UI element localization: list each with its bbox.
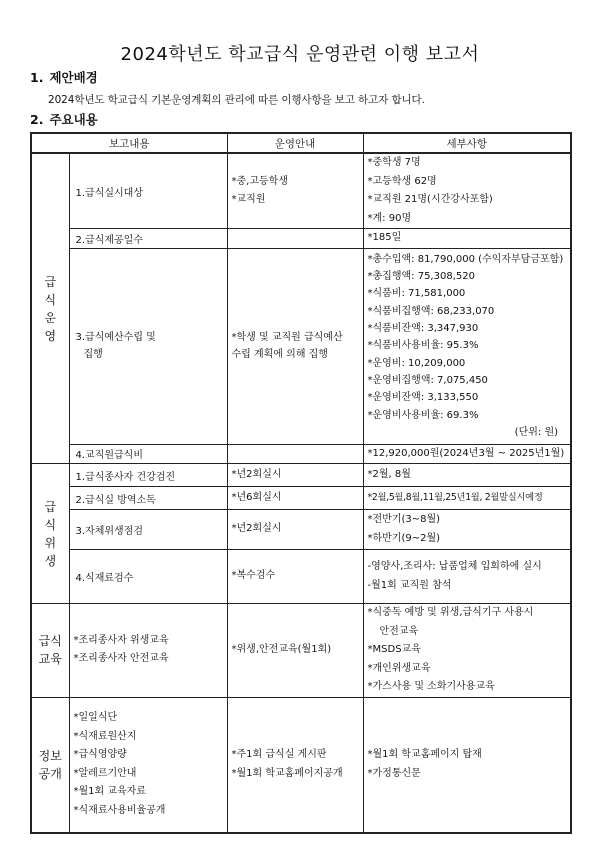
table-row (31, 229, 571, 249)
row-details: *월1회 학교홈페이지 탑재 *가정통신문 (363, 697, 571, 833)
row-guide: *년2회실시 (227, 510, 363, 550)
table-row (31, 604, 571, 698)
row-guide (227, 229, 363, 249)
header-details: 세부사항 (363, 133, 571, 153)
row-details: *2월, 8월 (363, 464, 571, 487)
page-title: 2024학년도 학교급식 운영관련 이행 보고서 (120, 44, 480, 65)
row-guide: *년6회실시 (227, 487, 363, 510)
table-row (31, 550, 571, 604)
report-table (30, 132, 572, 834)
row-details: *총수입액: 81,790,000 (수익자부담금포함) *총집행액: 75,308,520 *식품비: 71,581,000 *식품비집행액: 68,233,070 *식품비잔액: 3,347,930 *식품비사용비율: 95.3% *운영비: 10,209,000 *운영비집행액: 7,075,450 *운영비잔액: 3,133,550 *운영비사용비율: 69.3% (단위: 원) (363, 248, 571, 444)
section-1-number: 1. (30, 70, 44, 85)
section-2-heading (30, 110, 98, 128)
row-item: 1.급식종사자 건강검진 (69, 464, 227, 487)
row-item: *일일식단 *식재료원산지 *급식영양량 *알레르기안내 *월1회 교육자료 *식재료사용비율공개 (69, 697, 227, 833)
row-guide (227, 444, 363, 464)
row-item: 4.교직원급식비 (69, 444, 227, 464)
row-item: 1.급식실시대상 (69, 153, 227, 229)
table-row (31, 153, 571, 229)
table-header-row (31, 133, 571, 153)
row-item: 3.급식예산수립 및 집행 (69, 248, 227, 444)
row-details: *전반기(3~8월) *하반기(9~2월) (363, 510, 571, 550)
table-row (31, 510, 571, 550)
table-row (31, 487, 571, 510)
section-1-heading (30, 68, 98, 86)
row-item: *조리종사자 위생교육 *조리종사자 안전교육 (69, 604, 227, 698)
category-disclosure: 정보 공개 (31, 697, 69, 833)
row-item: 3.자체위생점검 (69, 510, 227, 550)
row-details: *중학생 7명 *고등학생 62명 *교직원 21명(시간강사포함) *계: 90명 (363, 153, 571, 229)
table-row (31, 444, 571, 464)
row-details: *식중독 예방 및 위생,급식기구 사용시 안전교육 *MSDS교육 *개인위생교육 *가스사용 및 소화기사용교육 (363, 604, 571, 698)
row-guide: *주1회 급식실 게시판 *월1회 학교홈페이지공개 (227, 697, 363, 833)
row-item: 2.급식제공일수 (69, 229, 227, 249)
row-guide: *위생,안전교육(월1회) (227, 604, 363, 698)
row-details: -영양사,조리사: 납품업체 입회하에 실시 -월1회 교직원 참석 (363, 550, 571, 604)
row-details: *2월,5월,8월,11월,25년1월, 2월말실시예정 (363, 487, 571, 510)
row-guide: *학생 및 교직원 급식예산 수립 계획에 의해 집행 (227, 248, 363, 444)
row-details: *12,920,000원(2024년3월 ~ 2025년1월) (363, 444, 571, 464)
section-2-title: 주요내용 (49, 112, 98, 127)
row-item: 4.식재료검수 (69, 550, 227, 604)
header-guide: 운영안내 (227, 133, 363, 153)
unit-note: (단위: 원) (514, 426, 559, 438)
category-education: 급식 교육 (31, 604, 69, 698)
row-item: 2.급식실 방역소독 (69, 487, 227, 510)
table-row (31, 248, 571, 444)
row-details: *185일 (363, 229, 571, 249)
header-report: 보고내용 (31, 133, 227, 153)
row-guide: *복수검수 (227, 550, 363, 604)
category-operation: 급 식 운 영 (31, 153, 69, 464)
row-guide: *중,고등학생 *교직원 (227, 153, 363, 229)
section-1-title: 제안배경 (49, 70, 98, 85)
section-1-text: 2024학년도 학교급식 기본운영계획의 관리에 따른 이행사항을 보고 하고자 합니다. (48, 94, 425, 106)
table-row (31, 697, 571, 833)
table-row (31, 464, 571, 487)
row-guide: *년2회실시 (227, 464, 363, 487)
section-2-number: 2. (30, 112, 44, 127)
category-hygiene: 급 식 위 생 (31, 464, 69, 604)
